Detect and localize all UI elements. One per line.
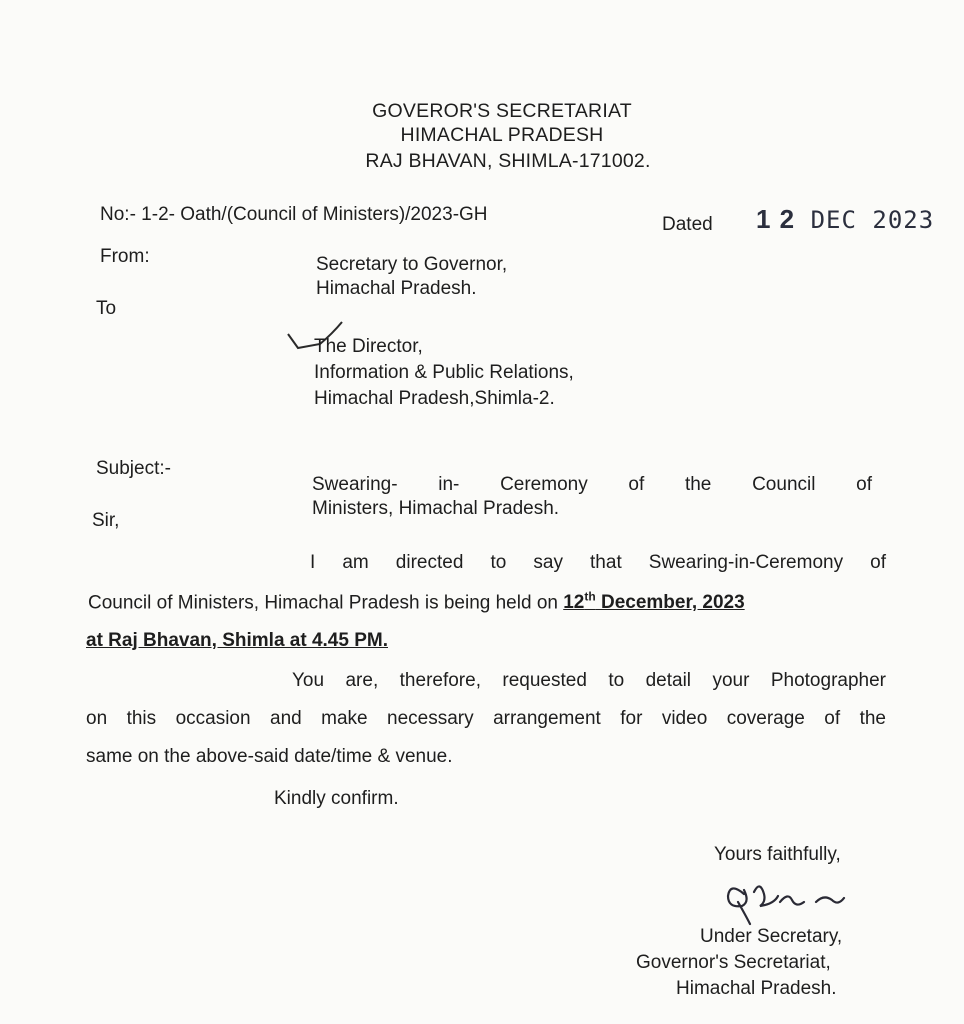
para2-line-1: You are, therefore, requested to detail your Photographer: [292, 670, 886, 691]
reference-number: No:- 1-2- Oath/(Council of Ministers)/2023-GH: [100, 204, 488, 225]
para1-line-1: I am directed to say that Swearing-in-Ceremony of: [310, 552, 886, 573]
date-stamp-month-year: DEC 2023: [810, 206, 935, 234]
subject-line-2: Ministers, Himachal Pradesh.: [312, 498, 560, 519]
to-line-3: Himachal Pradesh,Shimla-2.: [314, 388, 555, 409]
from-line-1: Secretary to Governor,: [316, 254, 508, 275]
ceremony-date: [563, 592, 744, 613]
yours-faithfully: Yours faithfully,: [714, 844, 841, 865]
para2-line-3: same on the above-said date/time & venue.: [86, 746, 453, 767]
subject-label: Subject:-: [96, 458, 171, 479]
date-stamp-day: 1 2: [756, 204, 796, 234]
from-line-2: Himachal Pradesh.: [316, 278, 477, 299]
header-line-2: HIMACHAL PRADESH: [400, 124, 604, 146]
date-stamp: [756, 204, 934, 235]
para1-line-3: at Raj Bhavan, Shimla at 4.45 PM.: [86, 630, 388, 651]
header-line-3: RAJ BHAVAN, SHIMLA-171002.: [365, 150, 651, 172]
designation-line-2: Governor's Secretariat,: [636, 952, 831, 973]
para2-line-2: on this occasion and make necessary arrangement for video coverage of the: [86, 708, 886, 729]
closing-line: Kindly confirm.: [274, 788, 399, 809]
ceremony-date-day: 12: [563, 592, 585, 614]
to-label: To: [96, 298, 117, 319]
subject-line-1: Swearing- in- Ceremony of the Council of: [312, 474, 872, 495]
para1-line-2-text: Council of Ministers, Himachal Pradesh is being held on: [88, 592, 558, 614]
dated-label: Dated: [662, 214, 713, 235]
para1-line-2: [88, 590, 745, 614]
ceremony-date-rest: December, 2023: [600, 592, 745, 614]
to-line-1: The Director,: [314, 336, 423, 357]
to-line-2: Information & Public Relations,: [314, 362, 574, 383]
ceremony-date-suffix: th: [584, 590, 596, 604]
designation-line-3: Himachal Pradesh.: [676, 978, 837, 999]
header-line-1: GOVEROR'S SECRETARIAT: [372, 100, 632, 122]
signature-icon: [720, 872, 860, 932]
designation-line-1: Under Secretary,: [700, 926, 843, 947]
salutation: Sir,: [92, 510, 120, 531]
from-label: From:: [100, 246, 150, 267]
